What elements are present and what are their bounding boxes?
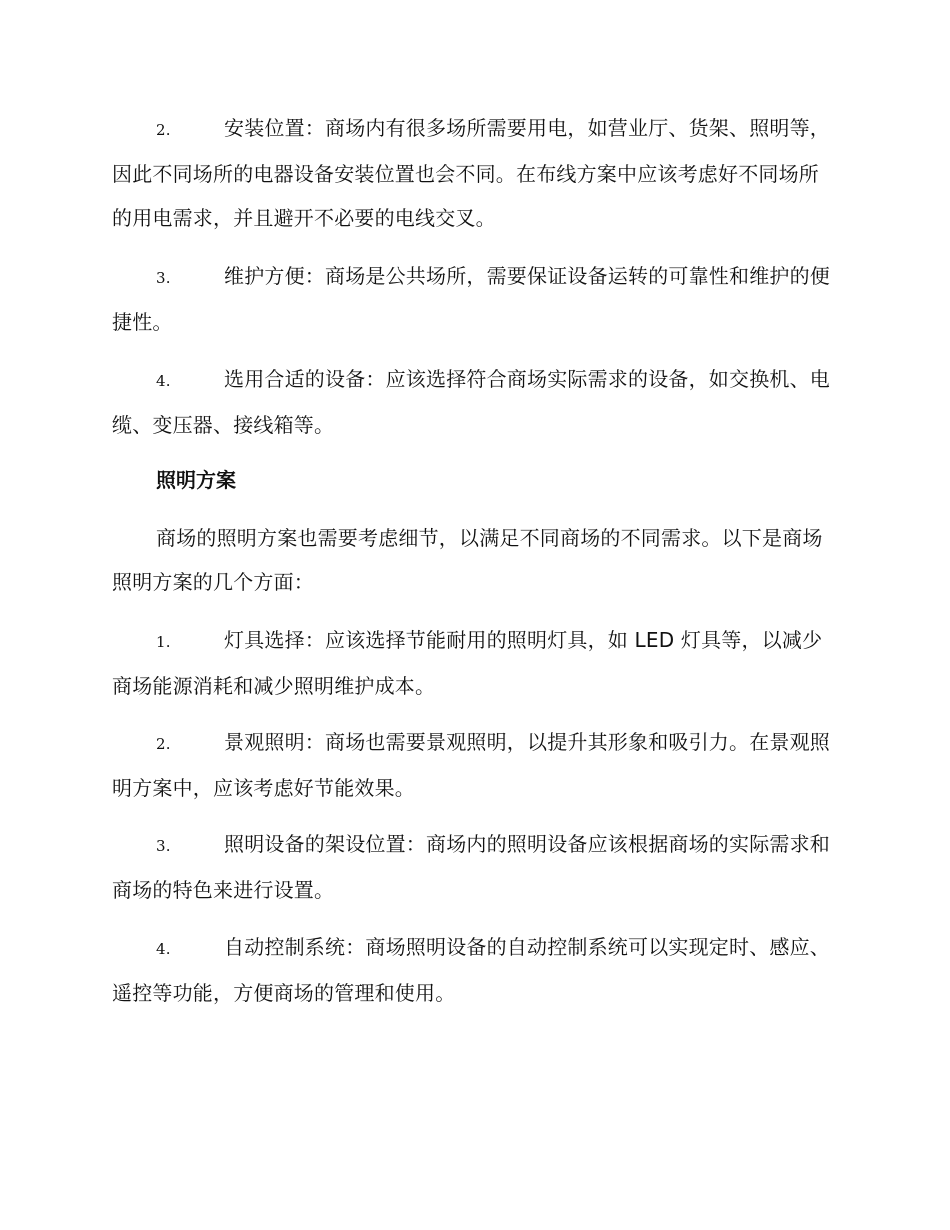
- list-number: 4.: [156, 372, 171, 390]
- list-text: 维护方便：商场是公共场所，需要保证设备运转的可靠性和维护的便捷性。: [112, 264, 830, 334]
- list-item: [112, 925, 838, 1015]
- list-item: [112, 822, 838, 912]
- list-number: 3.: [156, 269, 171, 287]
- list-number: 2.: [156, 735, 171, 753]
- list-number: 3.: [156, 837, 171, 855]
- intro-paragraph: 商场的照明方案也需要考虑细节，以满足不同商场的不同需求。以下是商场照明方案的几个方面：: [112, 526, 823, 594]
- section-heading: 照明方案: [156, 468, 236, 492]
- list-number: 4.: [156, 940, 171, 958]
- list-text: 安装位置：商场内有很多场所需要用电，如营业厅、货架、照明等，因此不同场所的电器设备安装位置也会不同。在布线方案中应该考虑好不同场所的用电需求，并且避开不必要的电线交叉。: [112, 116, 830, 230]
- list-item: [112, 720, 838, 810]
- list-text: 景观照明：商场也需要景观照明，以提升其形象和吸引力。在景观照明方案中，应该考虑好节能效果。: [112, 730, 830, 800]
- list-item: [112, 106, 838, 240]
- list-number: 2.: [156, 121, 171, 139]
- list-text: 选用合适的设备：应该选择符合商场实际需求的设备，如交换机、电缆、变压器、接线箱等。: [112, 367, 830, 437]
- list-item: [112, 618, 838, 708]
- list-text: 灯具选择：应该选择节能耐用的照明灯具，如 LED 灯具等，以减少商场能源消耗和减少照明维护成本。: [112, 628, 823, 698]
- list-number: 1.: [156, 633, 171, 651]
- list-text: 自动控制系统：商场照明设备的自动控制系统可以实现定时、感应、遥控等功能，方便商场的管理和使用。: [112, 935, 830, 1005]
- list-text: 照明设备的架设位置：商场内的照明设备应该根据商场的实际需求和商场的特色来进行设置。: [112, 832, 830, 902]
- list-item: [112, 254, 838, 344]
- list-item: [112, 357, 838, 447]
